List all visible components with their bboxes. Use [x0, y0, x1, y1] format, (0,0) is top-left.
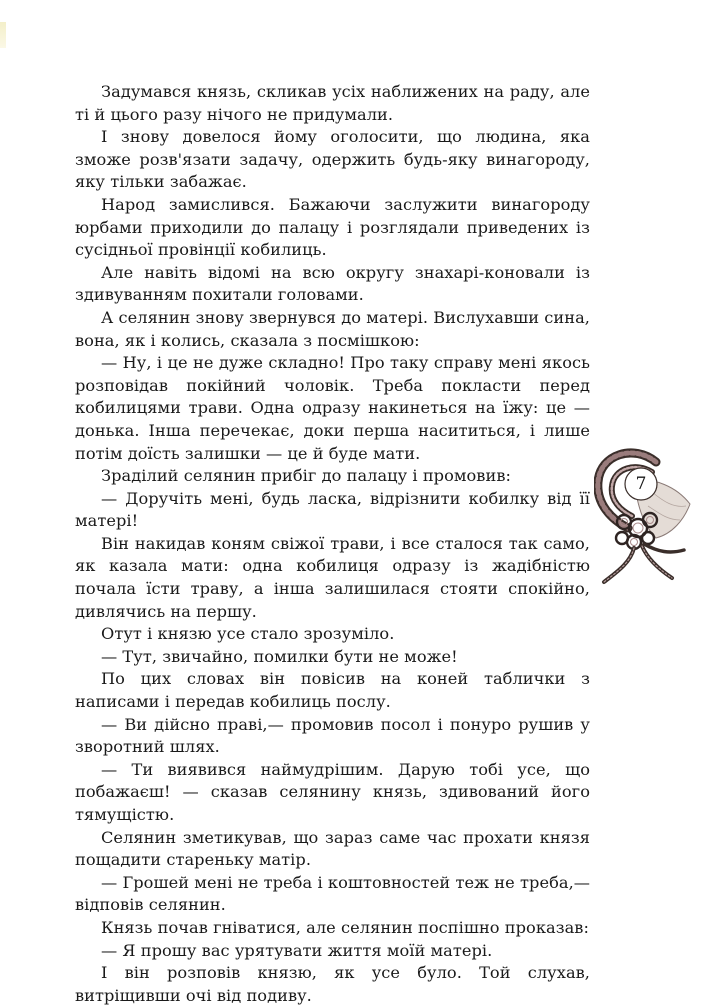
paragraph: — Я прошу вас урятувати життя моїй матері. — [101, 940, 493, 960]
paragraph: — Ви дійсно праві,— промовив посол і понуро рушив у зворотний шлях. — [75, 714, 590, 757]
celtic-knot-ornament-icon — [594, 442, 700, 592]
story-text — [75, 81, 590, 1007]
paragraph: А селянин знову звернувся до матері. Вислухавши сина, вона, як і колись, сказала з посмішкою: — [75, 307, 590, 350]
paragraph: — Тут, звичайно, помилки бути не може! — [101, 646, 458, 666]
paragraph: Зраділий селянин прибіг до палацу і промовив: — [101, 466, 511, 486]
paragraph: — Грошей мені не треба і коштовностей теж не треба,— відповів селянин. — [75, 872, 590, 915]
paragraph: Селянин зметикував, що зараз саме час прохати князя пощадити стареньку матір. — [75, 827, 590, 870]
paragraph: Задумався князь, скликав усіх наближених на раду, але ті й цього разу нічого не придумали. — [75, 82, 590, 124]
paragraph: Але навіть відомі на всю округу знахарі-коновали із здивуванням похитали головами. — [75, 262, 590, 305]
paragraph: Князь почав гніватися, але селянин поспішно проказав: — [101, 917, 589, 937]
paragraph: І він розповів князю, як усе було. Той слухав, витріщивши очі від подиву. — [75, 963, 590, 1005]
page-number: 7 — [635, 474, 647, 494]
paragraph: — Ну, і це не дуже складно! Про таку справу мені якось розповідав покійний чоловік. Треба покласти перед кобилицями трави. Одна одразу накинеться на їжу: це — донька. Інша перечекає, доки перша насититься, і лише потім доїсть залишки — це й буде мати. — [75, 353, 590, 463]
page-edge-mark — [0, 22, 6, 48]
paragraph: Народ замислився. Бажаючи заслужити винагороду юрбами приходили до палацу і розглядали приведених із сусідньої провінції кобилиць. — [75, 194, 590, 260]
paragraph: По цих словах він повісив на коней таблички з написами і передав кобилиць послу. — [75, 669, 590, 712]
paragraph: — Доручіть мені, будь ласка, відрізнити кобилку від її матері! — [75, 488, 590, 531]
paragraph: — Ти виявився наймудрішим. Дарую тобі усе, що побажаєш! — сказав селянину князь, здивований його тямущістю. — [75, 759, 590, 824]
paragraph: Отут і князю усе стало зрозуміло. — [101, 624, 395, 644]
paragraph: І знову довелося йому оголосити, що людина, яка зможе розв'язати задачу, одержить будь-яку винагороду, яку тільки забажає. — [75, 127, 590, 192]
paragraph: Він накидав коням свіжої трави, і все сталося так само, як казала мати: одна кобилиця одразу із жадібністю почала їсти траву, а інша залишилася стояти спокійно, дивлячись на першу. — [75, 533, 590, 621]
